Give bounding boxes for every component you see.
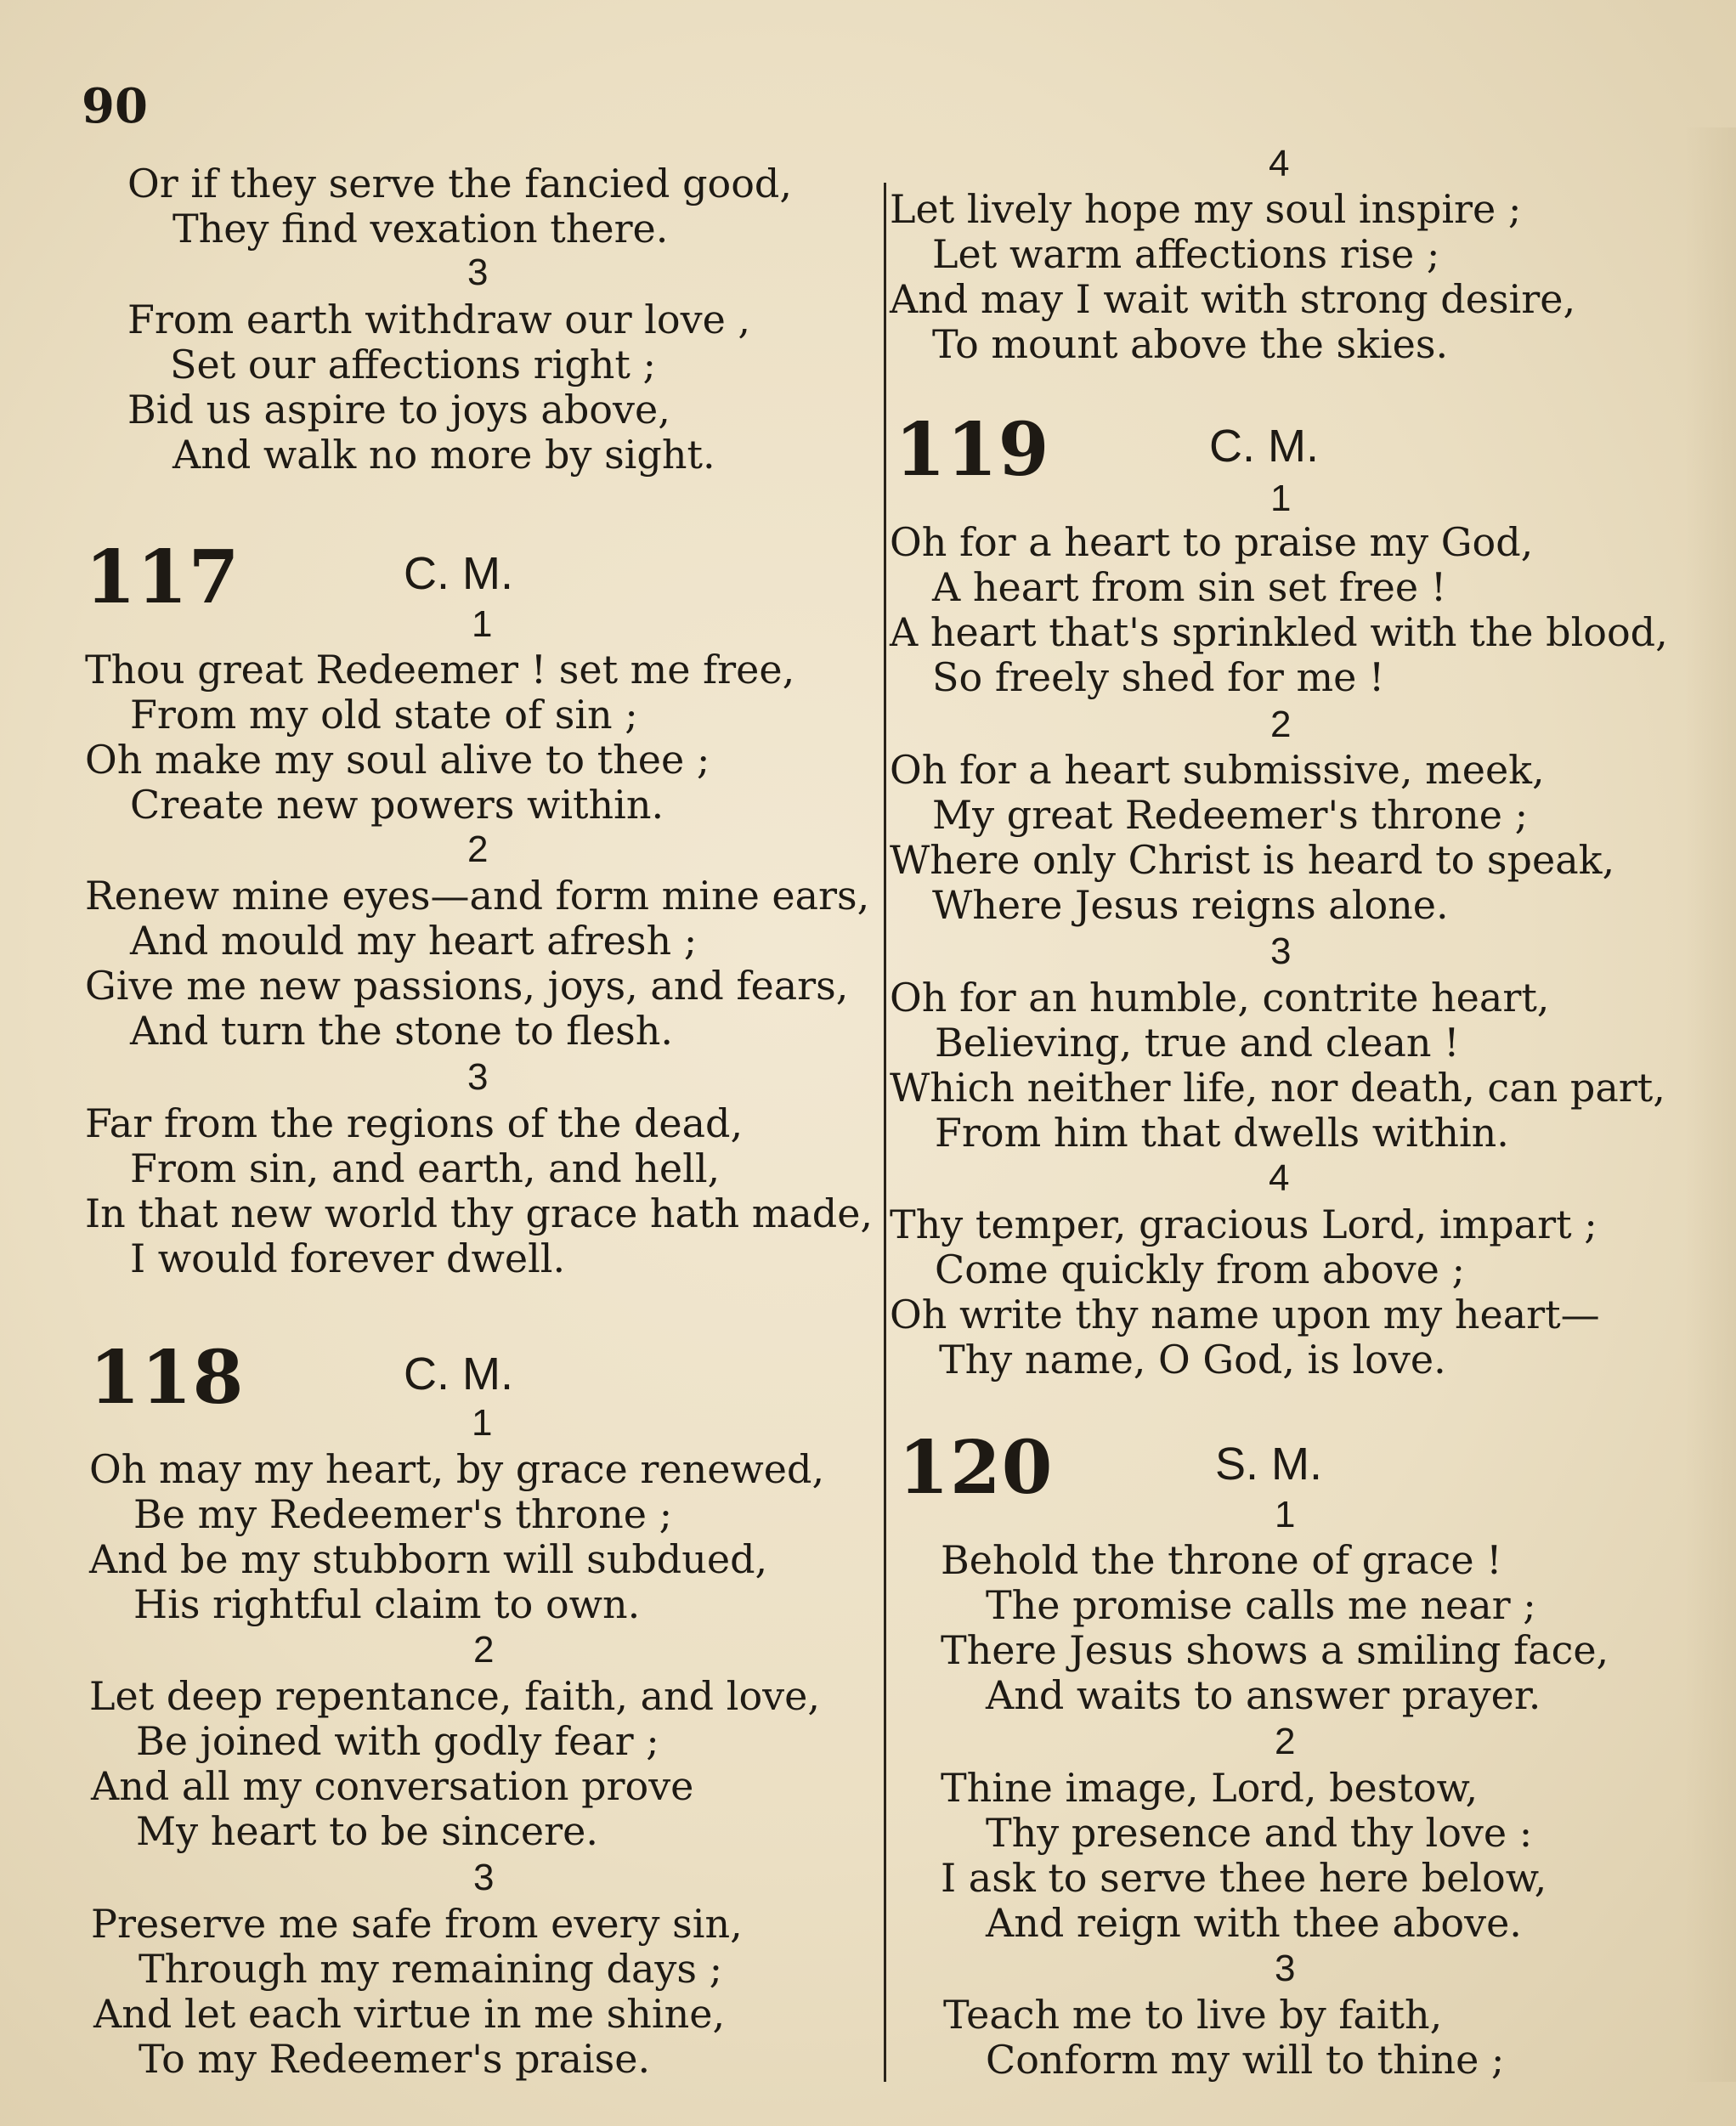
hymn-meter: C. M. xyxy=(404,548,513,599)
verse-line: My great Redeemer's throne ; xyxy=(932,792,1529,838)
bleed-through-shadow xyxy=(1685,127,1736,2082)
verse-line: And turn the stone to flesh. xyxy=(130,1008,674,1054)
verse-number: 3 xyxy=(467,252,489,293)
verse-number: 1 xyxy=(1270,478,1292,519)
verse-line: There Jesus shows a smiling face, xyxy=(941,1627,1609,1673)
verse-number: 4 xyxy=(1269,143,1290,184)
verse-number: 2 xyxy=(467,828,489,870)
verse-line: Come quickly from above ; xyxy=(935,1247,1465,1292)
hymn-meter: C. M. xyxy=(1209,421,1319,472)
verse-number: 1 xyxy=(1275,1494,1296,1535)
verse-line: The promise calls me near ; xyxy=(986,1582,1536,1628)
hymn-meter: C. M. xyxy=(404,1349,513,1399)
verse-line: And may I wait with strong desire, xyxy=(890,276,1576,322)
verse-line: And let each virtue in me shine, xyxy=(93,1991,726,2037)
verse-line: Believing, true and clean ! xyxy=(935,1020,1460,1066)
verse-line: Oh write thy name upon my heart— xyxy=(890,1292,1600,1337)
verse-line: I ask to serve thee here below, xyxy=(941,1855,1547,1901)
hymn-number: 118 xyxy=(89,1335,245,1421)
verse-line: His rightful claim to own. xyxy=(133,1581,641,1627)
verse-line: Let deep repentance, faith, and love, xyxy=(89,1673,820,1719)
verse-line: From him that dwells within. xyxy=(935,1110,1509,1156)
verse-line: And waits to answer prayer. xyxy=(986,1672,1541,1718)
verse-line: Thy temper, gracious Lord, impart ; xyxy=(890,1202,1597,1247)
verse-line: Preserve me safe from every sin, xyxy=(91,1901,743,1947)
verse-line: And reign with thee above. xyxy=(986,1900,1522,1946)
verse-line: Oh for an humble, contrite heart, xyxy=(890,975,1550,1021)
verse-number: 3 xyxy=(473,1857,495,1898)
verse-line: From sin, and earth, and hell, xyxy=(130,1145,721,1191)
verse-line: Let lively hope my soul inspire ; xyxy=(890,186,1522,232)
verse-number: 2 xyxy=(1275,1721,1296,1762)
verse-line: Conform my will to thine ; xyxy=(986,2037,1505,2083)
verse-number: 1 xyxy=(472,1402,493,1444)
verse-line: To mount above the skies. xyxy=(932,321,1449,367)
verse-line: I would forever dwell. xyxy=(130,1235,566,1281)
hymn-meter: S. M. xyxy=(1215,1439,1323,1490)
verse-line: Thou great Redeemer ! set me free, xyxy=(85,647,795,693)
verse-line: Thine image, Lord, bestow, xyxy=(941,1765,1479,1811)
hymn-number: 117 xyxy=(85,534,240,620)
verse-line: So freely shed for me ! xyxy=(932,654,1385,700)
verse-line: And all my conversation prove xyxy=(91,1763,694,1809)
verse-line: Thy name, O God, is love. xyxy=(939,1337,1446,1382)
verse-line: My heart to be sincere. xyxy=(136,1808,598,1854)
verse-number: 3 xyxy=(1270,930,1292,972)
verse-line: And mould my heart afresh ; xyxy=(130,918,698,964)
verse-number: 3 xyxy=(1275,1948,1296,1989)
verse-line: Give me new passions, joys, and fears, xyxy=(85,963,849,1009)
page-number: 90 xyxy=(82,78,148,134)
verse-line: Where Jesus reigns alone. xyxy=(932,882,1449,928)
verse-line: In that new world thy grace hath made, xyxy=(85,1190,874,1236)
verse-line: Be joined with godly fear ; xyxy=(136,1718,659,1764)
verse-line: And walk no more by sight. xyxy=(172,432,715,478)
verse-line: They find vexation there. xyxy=(172,206,669,252)
verse-number: 4 xyxy=(1269,1157,1290,1199)
verse-line: Oh for a heart to praise my God, xyxy=(890,519,1534,565)
verse-number: 3 xyxy=(467,1056,489,1098)
hymn-number: 120 xyxy=(898,1425,1054,1511)
verse-line: Renew mine eyes—and form mine ears, xyxy=(85,873,870,919)
verse-line: Oh for a heart submissive, meek, xyxy=(890,747,1545,793)
verse-line: Where only Christ is heard to speak, xyxy=(890,837,1615,883)
verse-line: Far from the regions of the dead, xyxy=(85,1100,744,1146)
verse-line: Teach me to live by faith, xyxy=(943,1992,1443,2038)
verse-line: A heart that's sprinkled with the blood, xyxy=(890,609,1668,655)
verse-line: Through my remaining days ; xyxy=(139,1946,723,1992)
verse-line: Oh may my heart, by grace renewed, xyxy=(89,1446,825,1492)
verse-number: 2 xyxy=(1270,704,1292,745)
verse-line: Create new powers within. xyxy=(130,782,664,828)
verse-line: Set our affections right ; xyxy=(170,342,656,387)
verse-line: From my old state of sin ; xyxy=(130,692,638,738)
verse-number: 1 xyxy=(472,603,493,645)
verse-line: To my Redeemer's praise. xyxy=(139,2036,651,2082)
verse-line: From earth withdraw our love , xyxy=(127,297,751,342)
verse-line: Behold the throne of grace ! xyxy=(941,1537,1502,1583)
verse-line: Which neither life, nor death, can part, xyxy=(890,1065,1665,1111)
hymn-number: 119 xyxy=(895,407,1050,493)
verse-line: And be my stubborn will subdued, xyxy=(89,1536,768,1582)
verse-line: Or if they serve the fancied good, xyxy=(127,161,792,206)
verse-line: Thy presence and thy love : xyxy=(986,1810,1533,1856)
verse-line: A heart from sin set free ! xyxy=(932,564,1447,610)
verse-number: 2 xyxy=(473,1629,495,1671)
verse-line: Bid us aspire to joys above, xyxy=(127,387,670,433)
verse-line: Let warm affections rise ; xyxy=(932,231,1440,277)
verse-line: Be my Redeemer's throne ; xyxy=(133,1491,673,1537)
column-divider xyxy=(884,183,886,2082)
verse-line: Oh make my soul alive to thee ; xyxy=(85,737,710,783)
